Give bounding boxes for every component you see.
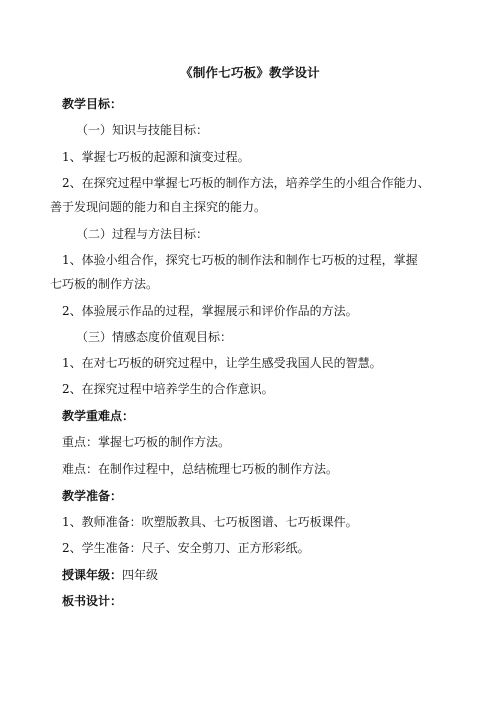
grade-label: 授课年级： [62, 568, 123, 582]
document-title: 《制作七巧板》教学设计 [180, 65, 320, 80]
knowledge-item-2-line2: 善于发现问题的能力和自主探究的能力。 [50, 200, 267, 214]
emotion-item-2: 2、在探究过程中培养学生的合作意识。 [62, 382, 274, 396]
process-heading: （二）过程与方法目标： [76, 227, 209, 241]
knowledge-heading: （一）知识与技能目标： [76, 123, 209, 137]
knowledge-item-1: 1、掌握七巧板的起源和演变过程。 [62, 150, 250, 164]
difficulty: 难点：在制作过程中，总结梳理七巧板的制作方法。 [62, 462, 339, 476]
key-points-heading: 教学重难点： [62, 409, 135, 423]
knowledge-item-2-line1: 2、在探究过程中掌握七巧板的制作方法，培养学生的小组合作能力、 [62, 176, 430, 190]
process-item-2: 2、体验展示作品的过程，掌握展示和评价作品的方法。 [62, 304, 358, 318]
key-point: 重点：掌握七巧板的制作方法。 [62, 435, 231, 449]
grade-line [62, 567, 158, 583]
grade-value: 四年级 [122, 568, 159, 582]
emotion-heading: （三）情感态度价值观目标： [76, 330, 233, 344]
prep-student: 2、学生准备：尺子、安全剪刀、正方形彩纸。 [62, 541, 310, 555]
emotion-item-1: 1、在对七巧板的研究过程中，让学生感受我国人民的智慧。 [62, 356, 382, 370]
board-heading: 板书设计： [62, 594, 123, 608]
process-item-1-line2: 七巧板的制作方法。 [50, 277, 159, 291]
prep-teacher: 1、教师准备：吹塑版教具、七巧板图谱、七巧板课件。 [62, 515, 358, 529]
preparation-heading: 教学准备： [62, 489, 123, 503]
objectives-heading: 教学目标： [62, 97, 123, 111]
process-item-1-line1: 1、体验小组合作，探究七巧板的制作法和制作七巧板的过程，掌握 [62, 253, 418, 267]
